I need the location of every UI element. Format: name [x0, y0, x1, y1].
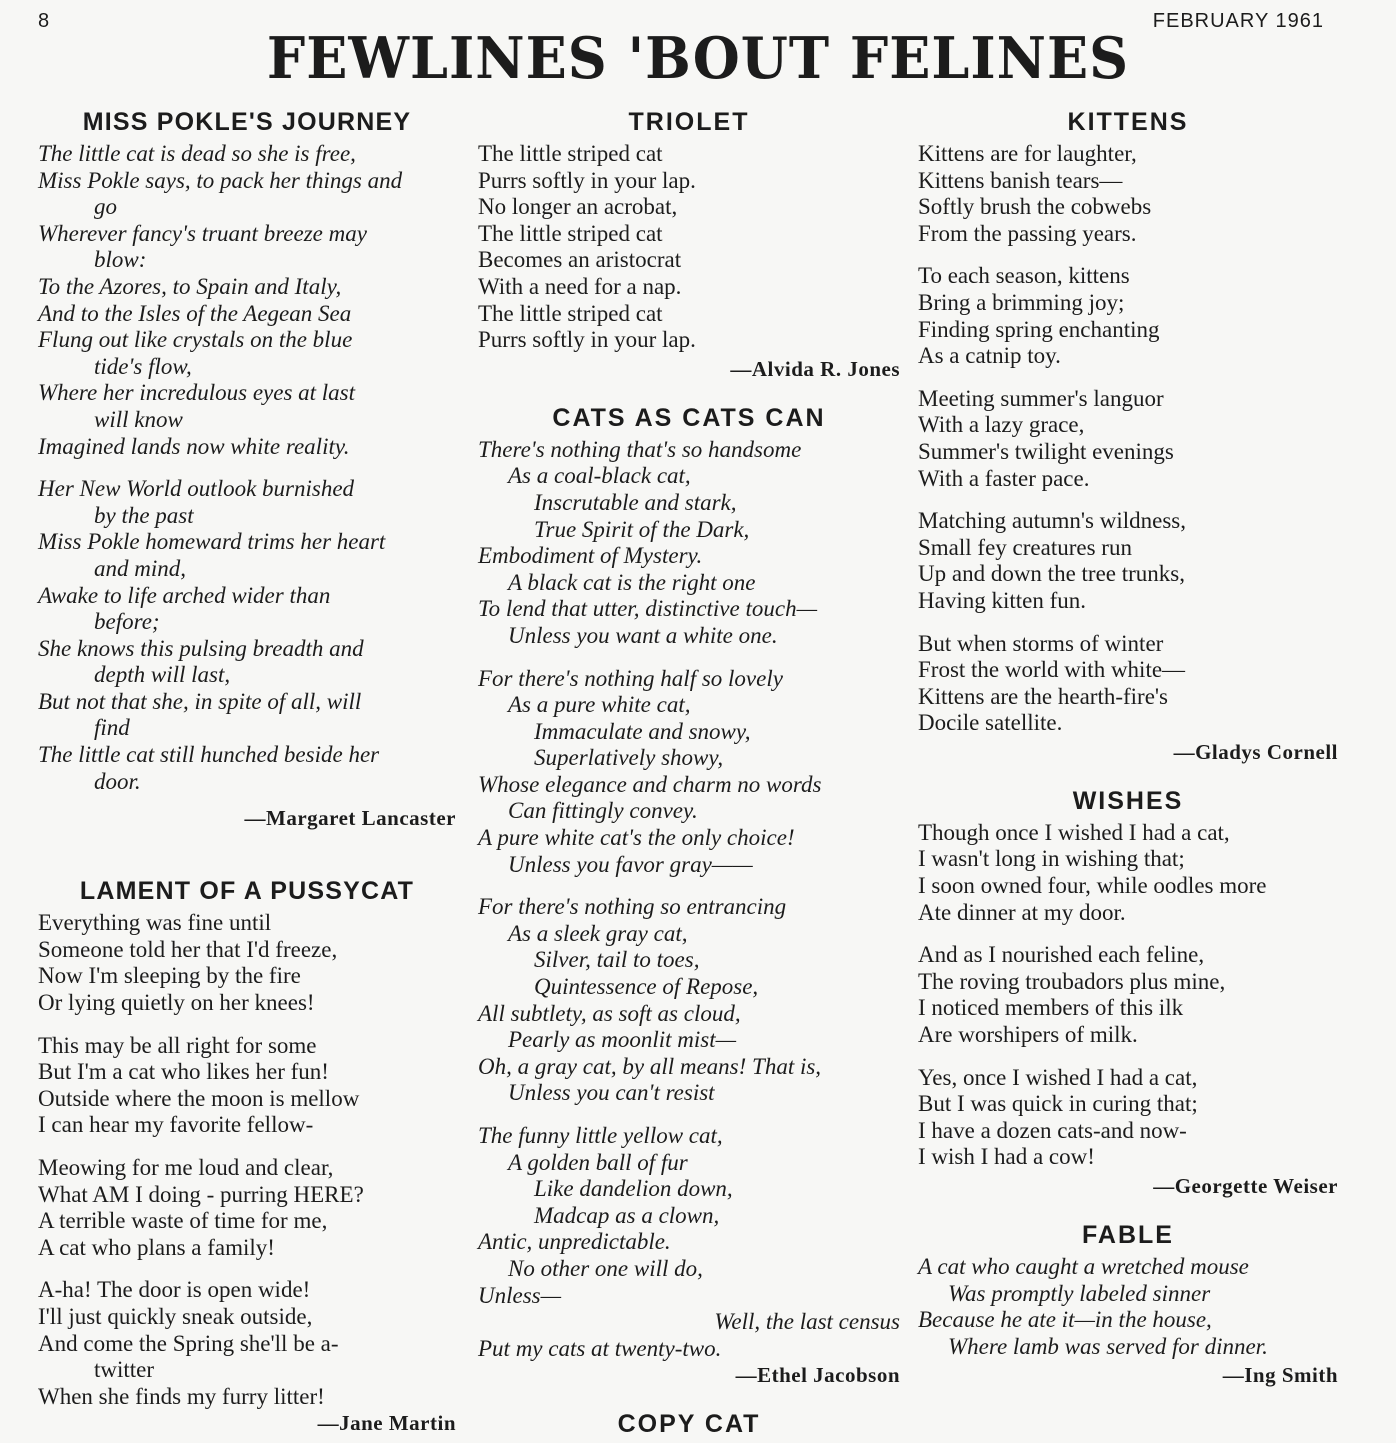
poem-line: door. [94, 768, 141, 794]
poem-copy-cat [478, 1410, 900, 1439]
poem-line: There's nothing that's so handsome [478, 436, 802, 462]
poem-line: Everything was fine until [38, 910, 272, 936]
stanza [478, 1123, 900, 1362]
poem-line: Docile satellite. [918, 710, 1063, 736]
poem-line: Put my cats at twenty-two. [478, 1335, 722, 1361]
poem-line: I have a dozen cats-and now- [918, 1117, 1187, 1143]
poem-line: But I'm a cat who likes her fun! [38, 1059, 329, 1085]
poem-line: Outside where the moon is mellow [38, 1085, 360, 1111]
poem-line: Kittens banish tears— [918, 167, 1123, 193]
page-title: FEWLINES 'BOUT FELINES [266, 24, 1130, 92]
spacer [918, 1199, 1338, 1221]
poem-line: Well, the last census [714, 1309, 900, 1335]
stanza [38, 910, 456, 1016]
poem-line: And come the Spring she'll be a- [38, 1330, 339, 1356]
poem-line: Becomes an aristocrat [478, 247, 682, 273]
poem-line: Inscrutable and stark, [534, 489, 737, 515]
poem-line: depth will last, [94, 662, 231, 688]
poem-line: To the Azores, to Spain and Italy, [38, 273, 342, 299]
poem-line: A black cat is the right one [508, 569, 756, 595]
poem-line: Meeting summer's languor [918, 385, 1164, 411]
poem-line: A cat who caught a wretched mouse [918, 1254, 1249, 1279]
poem-line: Kittens are for laughter, [918, 141, 1137, 166]
poem-line: From the passing years. [918, 220, 1137, 246]
poem-line: To each season, kittens [918, 263, 1130, 289]
poem-line: Kittens are the hearth-fire's [918, 683, 1169, 709]
poem-line: Summer's twilight evenings [918, 438, 1174, 464]
stanza [38, 1033, 456, 1139]
stanza [918, 1065, 1338, 1171]
poem-line: No other one will do, [508, 1255, 703, 1281]
poem-line: I wasn't long in wishing that; [918, 846, 1185, 872]
poem-line: As a sleek gray cat, [508, 920, 688, 946]
poem-author: —Margaret Lancaster [244, 806, 456, 831]
poem-title: KITTENS [1067, 108, 1189, 136]
poem-author: —Ing Smith [1222, 1363, 1338, 1388]
poem-line: But when storms of winter [918, 630, 1164, 656]
poem-line: She knows this pulsing breadth and [38, 635, 364, 661]
poem-line: Was promptly labeled sinner [948, 1280, 1211, 1306]
poem-line: Superlatively showy, [534, 745, 724, 771]
poem-line: Wherever fancy's truant breeze may [38, 220, 367, 246]
poem-line: Miss Pokle homeward trims her heart [38, 529, 386, 555]
poem-title: TRIOLET [628, 108, 750, 136]
poem-author: —Gladys Cornell [1173, 739, 1338, 764]
poem-line: Softly brush the cobwebs [918, 194, 1152, 220]
poem-line: Miss Pokle says, to pack her things and [38, 167, 403, 193]
poem-line: Unless— [478, 1282, 562, 1308]
stanza [918, 820, 1338, 926]
column-right [918, 108, 1338, 1388]
poem-line: A golden ball of fur [508, 1149, 688, 1175]
poem-title: CATS AS CATS CAN [552, 403, 826, 432]
poem-line: When she finds my furry litter! [38, 1383, 325, 1409]
spacer [918, 765, 1338, 787]
poem-line: The little striped cat [478, 220, 663, 246]
poem-line: Though once I wished I had a cat, [918, 819, 1230, 845]
poem-author: —Ethel Jacobson [735, 1363, 900, 1388]
poem-line: Frost the world with white— [918, 657, 1186, 683]
poem-kittens [918, 108, 1338, 765]
poem-line: blow: [94, 247, 147, 273]
poem-triolet [478, 108, 900, 382]
poem-line: before; [94, 609, 160, 635]
column-left [38, 108, 456, 1436]
poem-title: COPY CAT [617, 1410, 761, 1439]
stanza [918, 942, 1338, 1048]
poem-line: For there's nothing half so lovely [478, 665, 783, 691]
poem-line: This may be all right for some [38, 1032, 317, 1058]
poem-line: Can fittingly convey. [508, 798, 698, 824]
poem-line: Having kitten fun. [918, 587, 1086, 613]
stanza [918, 1254, 1338, 1360]
poem-line: Like dandelion down, [534, 1176, 733, 1202]
poem-line: Silver, tail to toes, [534, 947, 700, 973]
poem-line: Imagined lands now white reality. [38, 433, 350, 459]
poem-title: FABLE [1082, 1221, 1174, 1249]
stanza [38, 141, 456, 460]
poem-line: Yes, once I wished I had a cat, [918, 1064, 1198, 1090]
poem-line: I'll just quickly sneak outside, [38, 1303, 313, 1329]
poem-line: Purrs softly in your lap. [478, 327, 696, 353]
poem-line: Her New World outlook burnished [38, 476, 355, 502]
poem-title: WISHES [1072, 786, 1184, 815]
poem-line: A pure white cat's the only choice! [478, 825, 795, 851]
poem-line: Purrs softly in your lap. [478, 167, 696, 193]
poem-line: by the past [94, 502, 194, 528]
poem-line: A terrible waste of time for me, [38, 1208, 328, 1234]
poem-line: Because he ate it—in the house, [918, 1307, 1212, 1333]
poem-line: With a need for a nap. [478, 273, 682, 299]
stanza [918, 141, 1338, 247]
poem-line: As a pure white cat, [508, 692, 691, 718]
page-number: 8 [38, 10, 50, 32]
poem-line: The little striped cat [478, 141, 663, 166]
poem-line: Immaculate and snowy, [534, 718, 751, 744]
poem-line: Now I'm sleeping by the fire [38, 963, 301, 989]
poem-line: and mind, [94, 555, 186, 581]
stanza [918, 508, 1338, 614]
poem-line: Where lamb was served for dinner. [948, 1333, 1268, 1359]
poem-line: tide's flow, [94, 353, 192, 379]
poem-line: find [94, 715, 130, 741]
poem-line: No longer an acrobat, [478, 194, 678, 220]
issue-date: FEBRUARY 1961 [1152, 10, 1324, 32]
poem-line: As a catnip toy. [918, 343, 1061, 369]
stanza [38, 1155, 456, 1261]
poem-author: —Alvida R. Jones [730, 356, 900, 381]
poem-line: And as I nourished each feline, [918, 942, 1205, 968]
poem-line: To lend that utter, distinctive touch— [478, 596, 818, 622]
stanza [478, 894, 900, 1107]
poem-lament-of-a-pussycat [38, 877, 456, 1436]
stanza [918, 631, 1338, 737]
stanza [478, 666, 900, 879]
poem-line: Quintessence of Repose, [534, 974, 759, 1000]
poem-line: I soon owned four, while oodles more [918, 873, 1267, 899]
poem-line: True Spirit of the Dark, [534, 516, 750, 542]
spacer [478, 382, 900, 404]
poem-line: Awake to life arched wider than [38, 582, 331, 608]
poem-line: For there's nothing so entrancing [478, 894, 787, 920]
poem-line: Flung out like crystals on the blue [38, 327, 353, 353]
poem-line: The roving troubadors plus mine, [918, 968, 1226, 994]
poem-line: A-ha! The door is open wide! [38, 1277, 311, 1303]
poem-line: But I was quick in curing that; [918, 1091, 1198, 1117]
poem-line: The little cat still hunched beside her [38, 742, 380, 768]
poem-author: —Jane Martin [317, 1411, 456, 1436]
poem-line: Are worshipers of milk. [918, 1022, 1138, 1048]
poem-line: What AM I doing - purring HERE? [38, 1181, 364, 1207]
poem-line: Meowing for me loud and clear, [38, 1155, 334, 1180]
poem-line: Someone told her that I'd freeze, [38, 936, 338, 962]
spacer [38, 831, 456, 877]
poem-line: Bring a brimming joy; [918, 289, 1125, 315]
poem-line: But not that she, in spite of all, will [38, 688, 362, 714]
stanza [478, 141, 900, 354]
poem-line: Whose elegance and charm no words [478, 771, 822, 797]
poem-line: Madcap as a clown, [534, 1202, 720, 1228]
poem-line: I noticed members of this ilk [918, 995, 1184, 1021]
poem-wishes [918, 787, 1338, 1199]
poem-line: Finding spring enchanting [918, 316, 1160, 342]
poem-cats-as-cats-can [478, 404, 900, 1389]
poem-line: I can hear my favorite fellow- [38, 1112, 314, 1138]
poem-line: go [94, 194, 117, 220]
poem-line: Small fey creatures run [918, 534, 1132, 560]
poem-line: I wish I had a cow! [918, 1144, 1095, 1170]
poem-line: Matching autumn's wildness, [918, 508, 1186, 534]
poem-title: LAMENT OF A PUSSYCAT [79, 877, 415, 906]
stanza [38, 476, 456, 795]
poem-line: Or lying quietly on her knees! [38, 990, 315, 1016]
column-middle [478, 108, 900, 1443]
poem-line: And to the Isles of the Aegean Sea [38, 300, 352, 326]
poem-line: Unless you want a white one. [508, 622, 778, 648]
poem-line: Embodiment of Mystery. [478, 543, 703, 569]
poem-line: Ate dinner at my door. [918, 899, 1126, 925]
poem-line: The little striped cat [478, 300, 663, 326]
poem-line: Oh, a gray cat, by all means! That is, [478, 1053, 822, 1079]
stanza [918, 386, 1338, 492]
poem-line: Unless you favor gray—— [508, 851, 753, 877]
poem-line: The funny little yellow cat, [478, 1123, 723, 1148]
poem-line: With a lazy grace, [918, 412, 1085, 438]
poem-line: will know [94, 406, 183, 432]
stanza [918, 263, 1338, 369]
poem-line: With a faster pace. [918, 465, 1090, 491]
poem-fable [918, 1221, 1338, 1388]
stanza [478, 437, 900, 650]
poem-line: Pearly as moonlit mist— [508, 1027, 737, 1053]
poem-line: Unless you can't resist [508, 1080, 715, 1106]
poem-miss-pokles-journey [38, 108, 456, 831]
stanza [38, 1277, 456, 1410]
poem-line: A cat who plans a family! [38, 1234, 275, 1260]
poem-line: Where her incredulous eyes at last [38, 380, 356, 406]
poem-title: MISS POKLE'S JOURNEY [82, 108, 412, 136]
spacer [478, 1388, 900, 1410]
poem-author: —Georgette Weiser [1153, 1174, 1338, 1198]
poem-line: Antic, unpredictable. [478, 1229, 671, 1255]
poem-line: The little cat is dead so she is free, [38, 141, 356, 166]
poem-line: twitter [94, 1357, 155, 1383]
poem-line: As a coal-black cat, [508, 463, 691, 489]
poem-line: All subtlety, as soft as cloud, [478, 1000, 741, 1026]
poem-line: Up and down the tree trunks, [918, 561, 1185, 587]
